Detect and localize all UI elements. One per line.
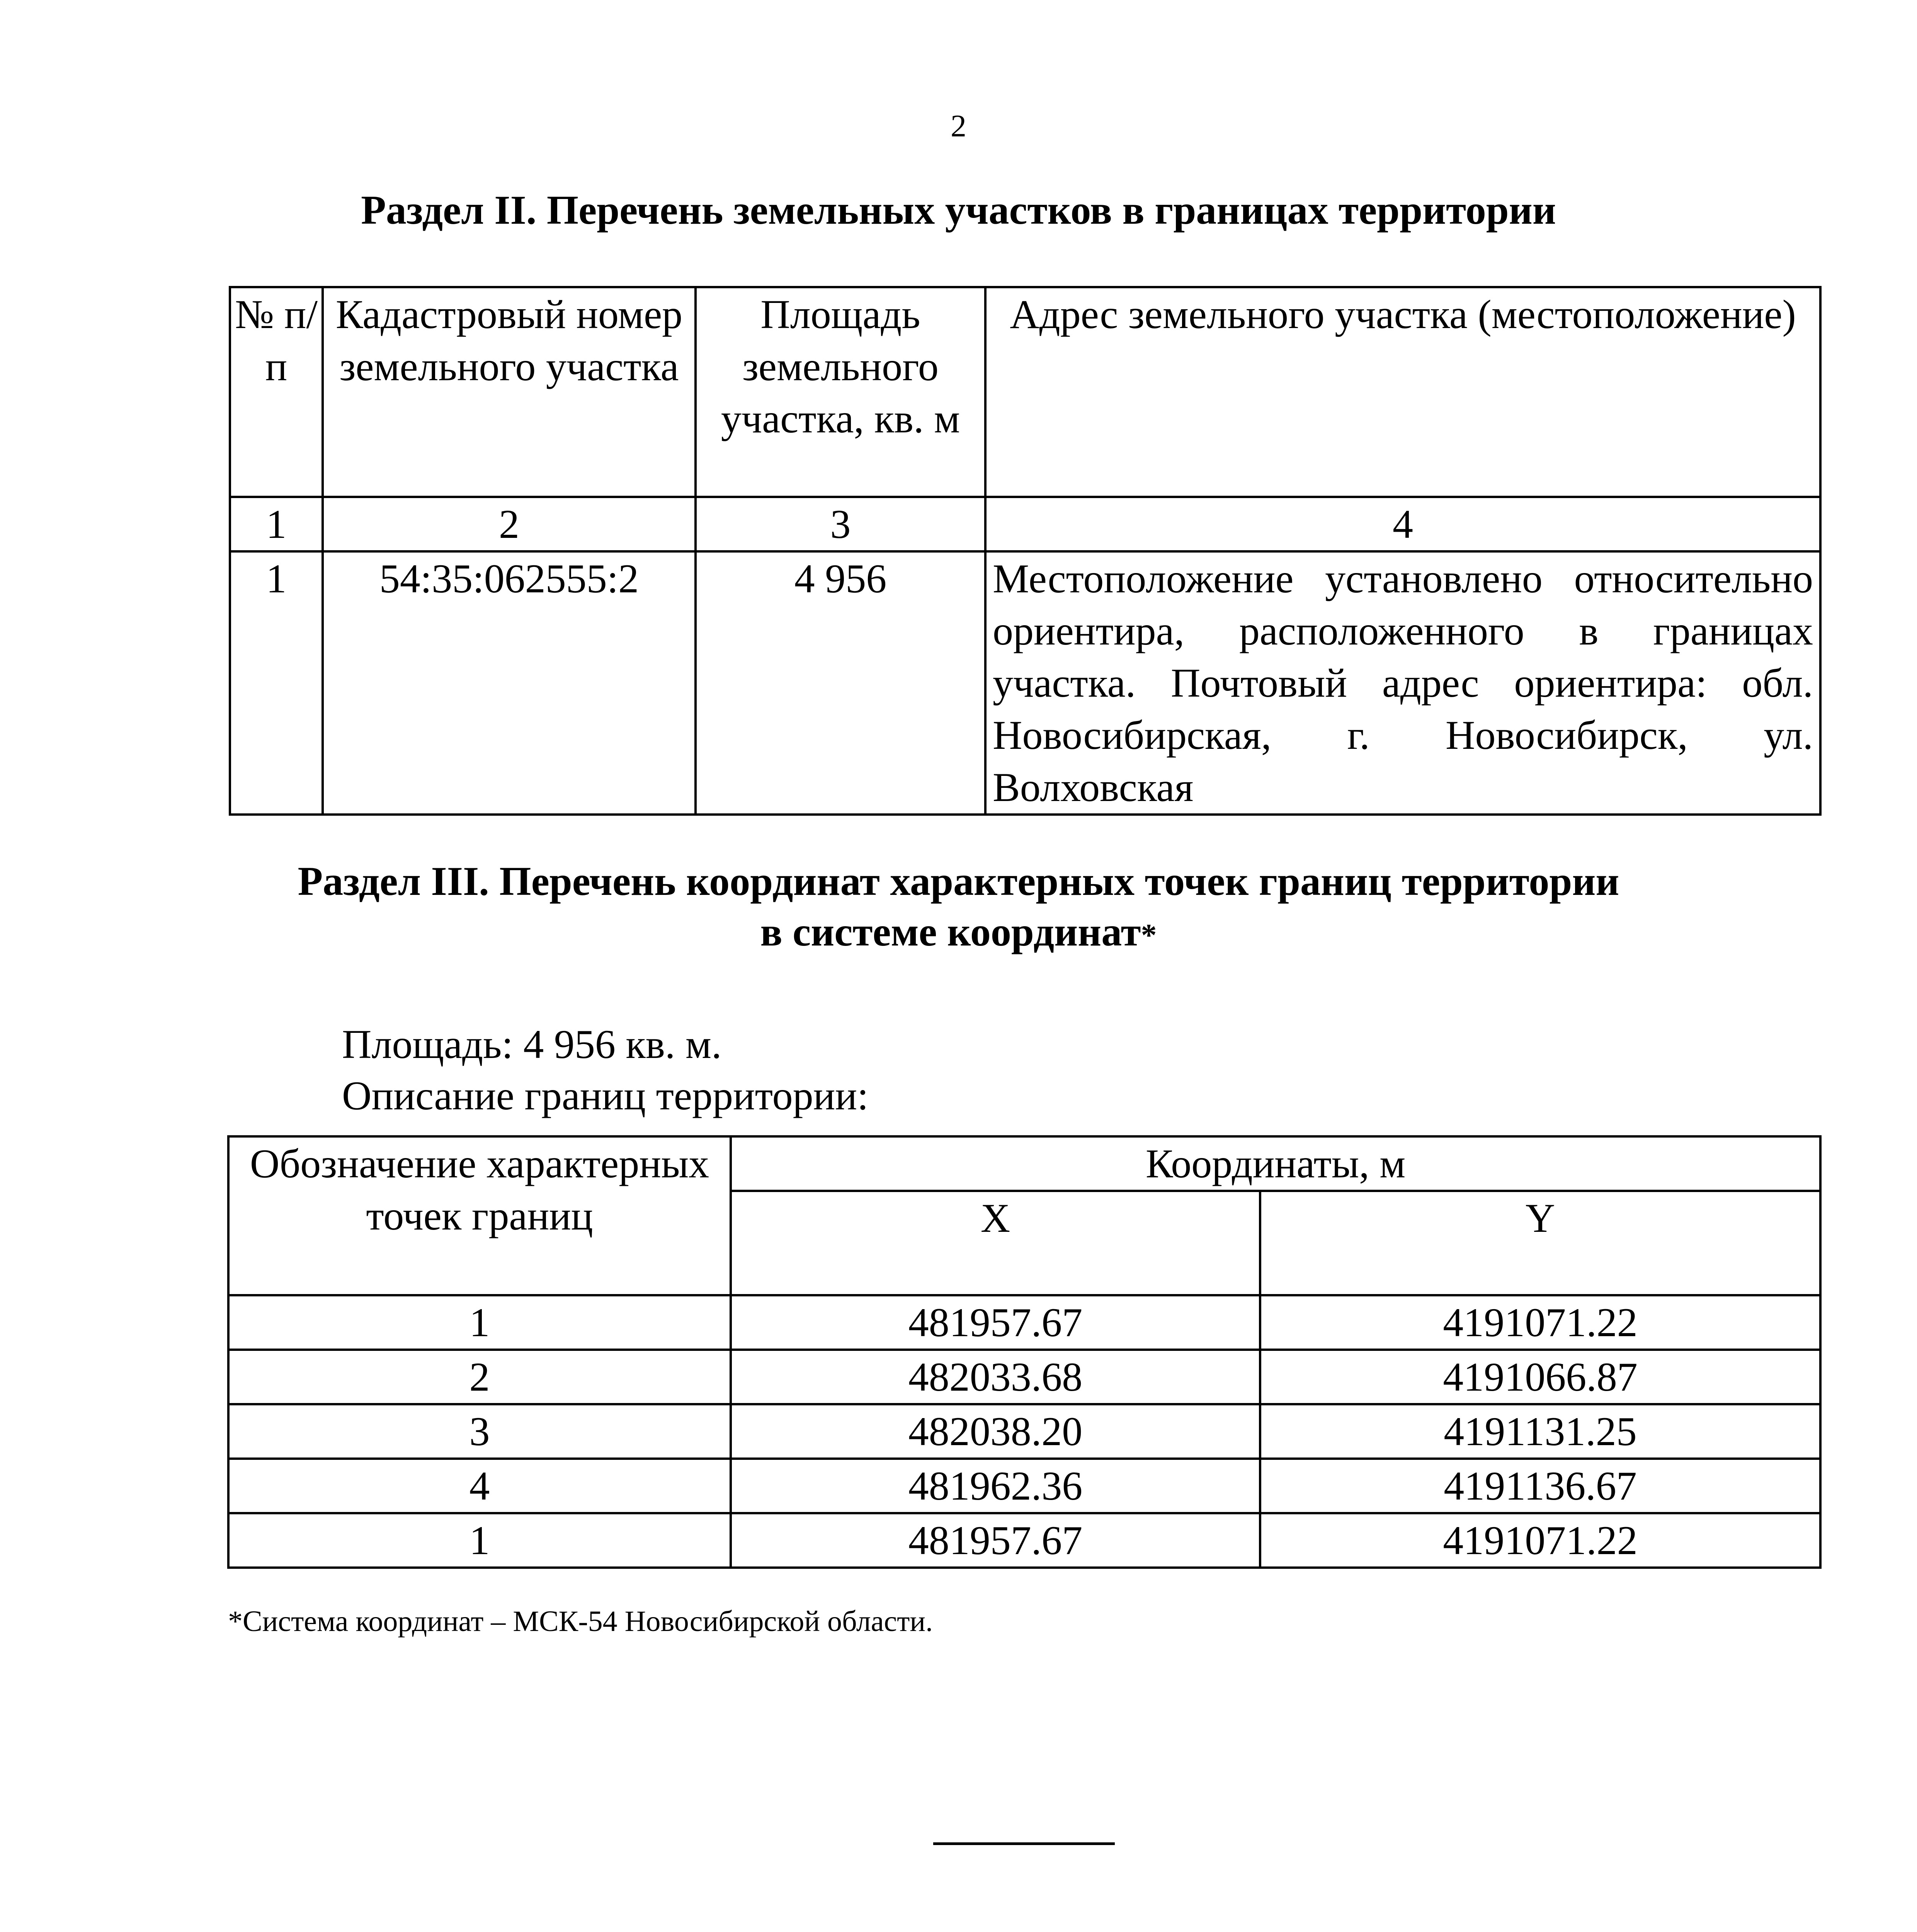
index-cell: 2 (323, 497, 696, 551)
row-cadastral: 54:35:062555:2 (323, 551, 696, 815)
header-coordinates: Координаты, м (731, 1136, 1820, 1191)
index-row (230, 497, 1820, 551)
x-cell: 481957.67 (731, 1513, 1260, 1568)
coords-header-row (228, 1136, 1820, 1191)
section-3-title-text: в системе координат (760, 909, 1141, 955)
footnote: *Система координат – МСК-54 Новосибирской области. (228, 1605, 933, 1638)
coordinates-table (227, 1135, 1822, 1569)
table-row (228, 1513, 1820, 1568)
section-3-title-line1: Раздел III. Перечень координат характерных точек границ территории (298, 859, 1619, 904)
table-row (228, 1404, 1820, 1459)
table-row (228, 1459, 1820, 1513)
x-cell: 482038.20 (731, 1404, 1260, 1459)
x-cell: 481957.67 (731, 1295, 1260, 1350)
row-num: 1 (230, 551, 323, 815)
header-area: Площадь земельного участка, кв. м (696, 287, 985, 497)
header-y: Y (1260, 1191, 1820, 1295)
header-cadastral: Кадастровый номер земельного участка (323, 287, 696, 497)
point-cell: 1 (228, 1513, 731, 1568)
description-text: Описание границ территории: (342, 1073, 869, 1118)
area-text: Площадь: 4 956 кв. м. (342, 1022, 722, 1067)
point-cell: 4 (228, 1459, 731, 1513)
index-cell: 1 (230, 497, 323, 551)
row-area: 4 956 (696, 551, 985, 815)
x-cell: 482033.68 (731, 1350, 1260, 1404)
header-points: Обозначение характерных точек границ (228, 1136, 731, 1295)
section-3-title-line2 (0, 906, 1917, 957)
end-divider (933, 1842, 1115, 1845)
y-cell: 4191071.22 (1260, 1295, 1820, 1350)
x-cell: 481962.36 (731, 1459, 1260, 1513)
point-cell: 2 (228, 1350, 731, 1404)
header-address: Адрес земельного участка (местоположение) (985, 287, 1820, 497)
header-x: X (731, 1191, 1260, 1295)
y-cell: 4191066.87 (1260, 1350, 1820, 1404)
index-cell: 4 (985, 497, 1820, 551)
table-row (228, 1350, 1820, 1404)
row-address: Местоположение установлено относительно ориентира, расположенного в границах участка. Почтовый адрес ориентира: обл. Новосибирская, г. Новосибирск, ул. Волховская (985, 551, 1820, 815)
y-cell: 4191131.25 (1260, 1404, 1820, 1459)
point-cell: 3 (228, 1404, 731, 1459)
section-3-title (0, 856, 1917, 957)
table-header-row (230, 287, 1820, 497)
index-cell: 3 (696, 497, 985, 551)
table-row (230, 551, 1820, 815)
page-number: 2 (951, 108, 966, 143)
y-cell: 4191071.22 (1260, 1513, 1820, 1568)
point-cell: 1 (228, 1295, 731, 1350)
y-cell: 4191136.67 (1260, 1459, 1820, 1513)
land-plots-table (229, 286, 1822, 816)
header-num: № п/п (230, 287, 323, 497)
section-2-title: Раздел II. Перечень земельных участков в границах территории (361, 187, 1556, 233)
table-row (228, 1295, 1820, 1350)
footnote-mark: * (1141, 917, 1157, 953)
